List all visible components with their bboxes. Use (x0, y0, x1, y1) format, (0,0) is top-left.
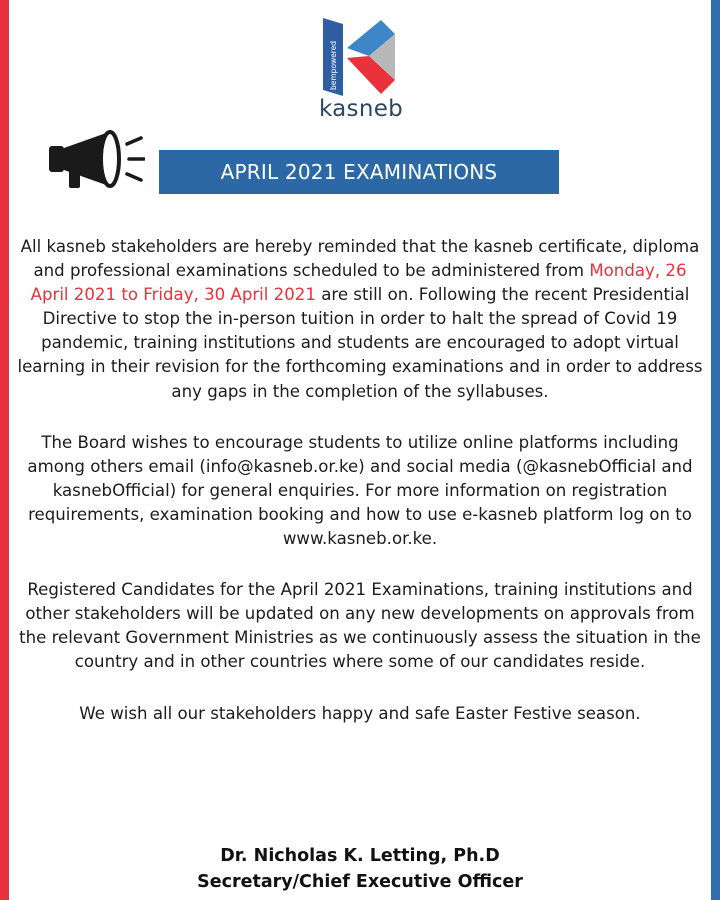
paragraph-reminder-part1: All kasneb stakeholders are hereby reminded that the kasneb certificate, diploma and professional examinations scheduled to be administered from (20, 237, 700, 281)
right-blue-border (711, 0, 720, 900)
title-banner (159, 150, 559, 194)
kasneb-logo-mark (323, 18, 399, 96)
paragraph-online-platforms: The Board wishes to encourage students to utilize online platforms including among others email (info@kasneb.or.ke) and social media (@kasnebOfficial and kasnebOfficial) for general enquiries. For more information on registration requirements, examination booking and how to use e-kasneb platform log on to www.kasneb.or.ke. (27, 432, 693, 549)
paragraph-updates: Registered Candidates for the April 2021 Examinations, training institutions and other stakeholders will be updated on any new developments on approvals from the relevant Government Ministries as we continuously assess the situation in the country and in other countries where some of our candidates reside. (19, 580, 701, 672)
signatory-name: Dr. Nicholas K. Letting, Ph.D (220, 846, 500, 866)
logo-wordmark: kasneb (318, 96, 404, 122)
signatory-title: Secretary/Chief Executive Officer (197, 872, 523, 892)
paragraph-reminder-part2: are still on. Following the recent Presidential Directive to stop the in-person tuition in order to halt the spread of Covid 19 pandemic, training institutions and students are encouraged to adopt virtual learning in their revision for the forthcoming examinations and in order to address any gaps in the completion of the syllabuses. (17, 285, 703, 401)
paragraph-reminder (14, 235, 706, 404)
banner-title: APRIL 2021 EXAMINATIONS (220, 160, 498, 184)
signature-block (0, 843, 720, 895)
kasneb-logo (316, 18, 406, 128)
notice-body (14, 235, 706, 753)
logo-tagline: bempowered (329, 40, 338, 90)
left-red-border (0, 0, 9, 900)
exam-dates-highlight: Monday, 26 April 2021 to Friday, 30 April 2021 (30, 261, 687, 305)
paragraph-easter-wishes: We wish all our stakeholders happy and safe Easter Festive season. (79, 703, 641, 723)
megaphone-icon (45, 126, 145, 190)
